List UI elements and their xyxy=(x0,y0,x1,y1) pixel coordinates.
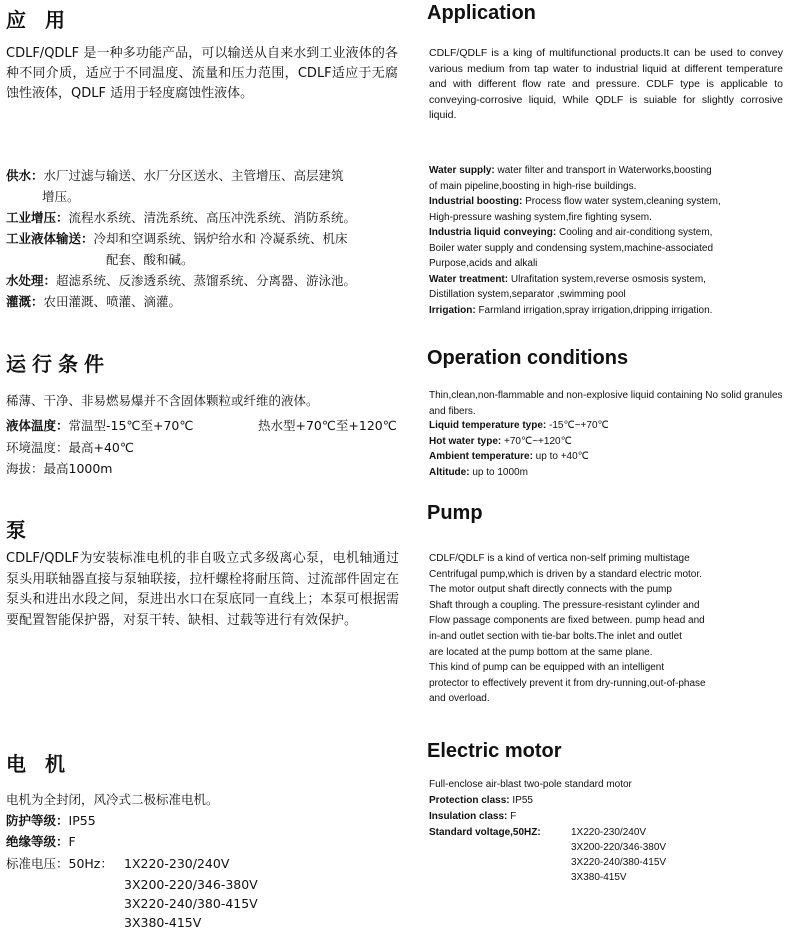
pump-line-en: Shaft through a coupling. The pressure-resistant cylinder and xyxy=(429,599,700,611)
operation-intro-en: Thin,clean,non-flammable and non-explosive liquid containing No solid granules and fibers. xyxy=(429,390,783,417)
use-line-en: Industrial boosting: Process flow water system,cleaning system, xyxy=(429,196,721,207)
application-uses-en xyxy=(429,164,787,319)
pump-text-cn: CDLF/QDLF为安装标准电机的非自吸立式多级离心泵，电机轴通过泵头用联轴器直接与泵轴联接，拉杆螺栓将耐压筒、过流部件固定在泵头和进出水段之间，泵进出水口在泵底同一直线上；本泵可根据需要配置智能保护器，对泵干转、缺相、过载等进行有效保护。 xyxy=(6,551,399,628)
motor-intro-cn: 电机为全封闭，风冷式二极标准电机。 xyxy=(6,792,219,807)
use-line-cn: 增压。 xyxy=(42,189,80,204)
liquid-temp-cn: 液体温度：常温型-15℃至+70℃ xyxy=(6,418,194,433)
use-line-cn: 配套、酸和碱。 xyxy=(106,252,194,267)
spec-line-en: Ambient temperature: up to +40℃ xyxy=(429,451,589,462)
operation-title-cn: 运行条件 xyxy=(6,352,110,376)
voltage-en-4: 3X380-415V xyxy=(571,872,627,883)
spec-line-en: Liquid temperature type: -15℃~+70℃ xyxy=(429,420,609,431)
pump-line-en: are located at the pump bottom at the same plane. xyxy=(429,646,653,658)
use-line-en: Water treatment: Ulrafitation system,reverse osmosis system, xyxy=(429,273,706,285)
voltage-label-cn: 标准电压：50Hz： xyxy=(6,856,113,871)
application-title-cn: 应 用 xyxy=(6,8,71,32)
application-intro-cn: CDLF/QDLF 是一种多功能产品，可以输送从自来水到工业液体的各种不同介质，适应于不同温度、流量和压力范围，CDLF适应于无腐蚀性液体，QDLF 适用于轻度腐蚀性液体。 xyxy=(6,46,398,101)
hot-water-temp-cn: 热水型+70℃至+120℃ xyxy=(258,418,397,433)
use-line-en: Water supply: water filter and transport in Waterworks,boosting xyxy=(429,165,712,176)
pump-line-en: CDLF/QDLF is a kind of vertica non-self priming multistage xyxy=(429,553,690,564)
use-line-cn: 灌溉：农田灌溉、喷灌、滴灌。 xyxy=(6,294,182,309)
pump-line-en: The motor output shaft directly connects with the pump xyxy=(429,584,672,596)
protection-cn: 防护等级：IP55 xyxy=(6,813,96,828)
pump-line-en: Flow passage components are fixed between. pump head and xyxy=(429,615,705,627)
voltage-cn-1: 1X220-230/240V xyxy=(124,856,230,871)
voltage-en-1: 1X220-230/240V xyxy=(571,827,647,838)
pump-line-en: in-and outlet section with tie-bar bolts.The inlet and outlet xyxy=(429,630,682,642)
operation-intro-cn: 稀薄、干净、非易燃易爆并不含固体颗粒或纤维的液体。 xyxy=(6,393,319,408)
use-line-en: Distillation system,separator ,swimming pool xyxy=(429,289,626,300)
insulation-en: Insulation class: F xyxy=(429,811,517,822)
use-line-en: of main pipeline,boosting in high-rise buildings. xyxy=(429,180,637,192)
motor-title-en: Electric motor xyxy=(427,740,562,762)
application-uses-cn xyxy=(6,168,404,315)
use-line-cn: 工业增压：流程水系统、清洗系统、高压冲洗系统、消防系统。 xyxy=(6,210,357,225)
application-intro-en: CDLF/QDLF is a king of multifunctional products.It can be used to convey various medium from tap water to industrial liquid at different temperature and with different flow rate and pressure. CDLF type is applicable to conveying-corrosive liquid, While QDLF is suiable for slightly corrosive liquid. xyxy=(429,47,783,122)
use-line-en: Industria liquid conveying: Cooling and air-conditiong system, xyxy=(429,227,713,238)
pump-title-en: Pump xyxy=(427,502,483,524)
voltage-cn-2: 3X200-220/346-380V xyxy=(124,877,258,892)
motor-intro-en: Full-enclose air-blast two-pole standard motor xyxy=(429,779,632,790)
ambient-temp-cn: 环境温度：最高+40℃ xyxy=(6,440,134,455)
pump-line-en: Centrifugal pump,which is driven by a standard electric motor. xyxy=(429,568,702,580)
pump-line-en: protector to effectively prevent it from dry-running,out-of-phase xyxy=(429,677,706,689)
pump-title-cn: 泵 xyxy=(6,518,32,542)
voltage-cn-4: 3X380-415V xyxy=(124,915,202,930)
protection-en: Protection class: IP55 xyxy=(429,795,533,806)
altitude-cn: 海拔：最高1000m xyxy=(6,461,113,476)
use-line-en: Irrigation: Farmland irrigation,spray irrigation,dripping irrigation. xyxy=(429,304,713,316)
voltage-label-en: Standard voltage,50HZ: xyxy=(429,827,541,838)
use-line-cn: 水处理：超滤系统、反渗透系统、蒸馏系统、分离器、游泳池。 xyxy=(6,273,357,288)
use-line-en: Purpose,acids and alkali xyxy=(429,258,538,269)
insulation-cn: 绝缘等级：F xyxy=(6,834,76,849)
motor-title-cn: 电 机 xyxy=(6,752,71,776)
pump-line-en: This kind of pump can be equipped with an intelligent xyxy=(429,662,665,674)
use-line-cn: 供水：水厂过滤与输送、水厂分区送水、主管增压、高层建筑 xyxy=(6,168,344,183)
voltage-en-3: 3X220-240/380-415V xyxy=(571,857,667,868)
pump-line-en: and overload. xyxy=(429,693,490,705)
use-line-en: Boiler water supply and condensing system,machine-associated xyxy=(429,242,714,254)
use-line-en: High-pressure washing system,fire fighting sysem. xyxy=(429,211,652,223)
voltage-en-2: 3X200-220/346-380V xyxy=(571,842,667,853)
spec-line-en: Hot water type: +70℃~+120℃ xyxy=(429,435,572,447)
pump-text-en xyxy=(429,552,787,708)
use-line-cn: 工业液体输送：冷却和空调系统、锅炉给水和 冷凝系统、机床 xyxy=(6,231,348,246)
application-title-en: Application xyxy=(427,2,536,24)
operation-title-en: Operation conditions xyxy=(427,347,629,369)
spec-line-en: Altitude: up to 1000m xyxy=(429,466,528,478)
operation-specs-en xyxy=(429,419,609,481)
voltage-cn-3: 3X220-240/380-415V xyxy=(124,896,258,911)
